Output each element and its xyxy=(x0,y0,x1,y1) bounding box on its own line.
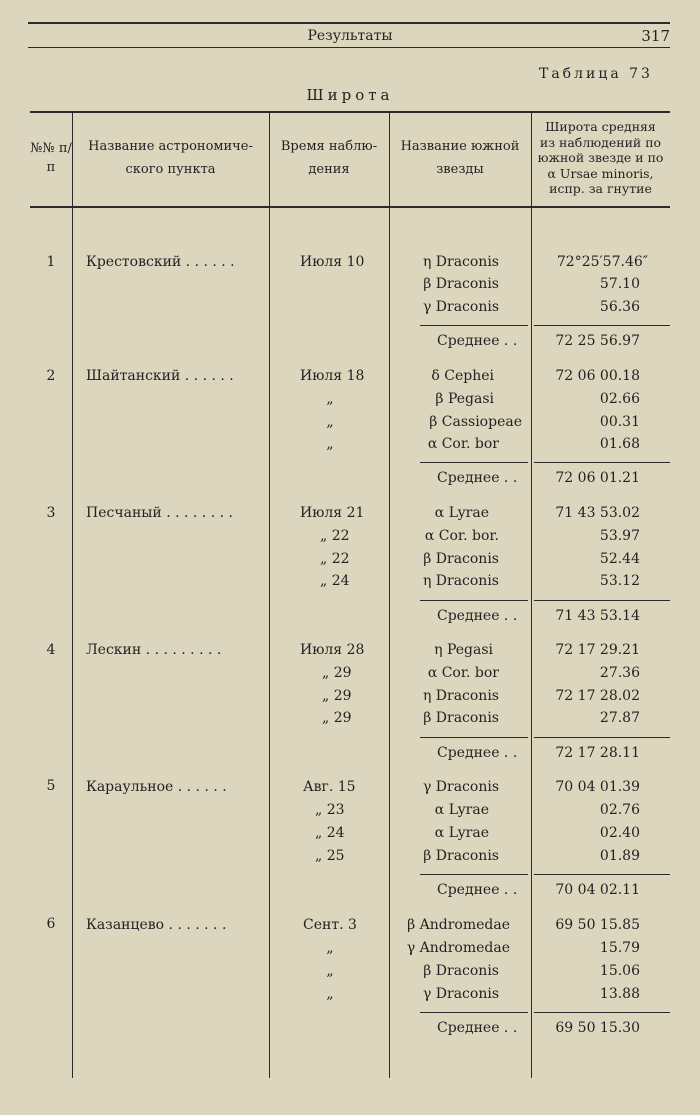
star-name: α Cor. bor xyxy=(427,436,499,452)
mean-rule xyxy=(420,737,528,738)
col-header-point-2: ского пункта xyxy=(125,162,216,177)
latitude-value: 01.89 xyxy=(599,848,640,864)
col-divider-2 xyxy=(269,113,270,1078)
ditto-mark: „ xyxy=(326,391,334,407)
observation-time: „ 22 xyxy=(320,528,350,544)
col-header-lat-line: Широта средняя xyxy=(545,119,656,134)
col-header-latitude xyxy=(531,119,670,197)
point-name: Песчаный . . . . . . . . xyxy=(86,505,233,521)
latitude-value: 70 04 01.39 xyxy=(555,779,640,795)
star-name: α Cor. bor xyxy=(427,665,499,681)
latitude-value: 02.76 xyxy=(599,802,640,818)
star-name: γ Draconis xyxy=(422,299,499,315)
star-name: α Cor. bor. xyxy=(424,528,499,544)
observation-time: Июля 10 xyxy=(300,254,365,270)
mean-value: 69 50 15.30 xyxy=(555,1020,640,1036)
star-name: β Draconis xyxy=(423,551,499,567)
star-name: α Lyrae xyxy=(434,825,489,841)
observation-time: „ 29 xyxy=(322,688,352,704)
mean-rule xyxy=(534,737,670,738)
mean-label: Среднее . . xyxy=(437,333,518,349)
latitude-value: 52.44 xyxy=(599,551,640,567)
group-number: 3 xyxy=(46,505,56,521)
observation-time: Авг. 15 xyxy=(303,779,356,795)
group-number: 6 xyxy=(46,916,56,932)
mean-rule xyxy=(534,462,670,463)
star-name: γ Draconis xyxy=(422,779,499,795)
star-name: β Draconis xyxy=(423,963,499,979)
latitude-value: 15.06 xyxy=(599,963,640,979)
mean-rule xyxy=(420,1012,528,1013)
point-name: Караульное . . . . . . xyxy=(86,779,227,795)
mean-rule xyxy=(420,874,528,875)
point-name: Лескин . . . . . . . . . xyxy=(86,642,222,658)
mean-label: Среднее . . xyxy=(437,745,518,761)
col-header-lat-line: из наблюдений по xyxy=(539,134,662,150)
observation-time: Сент. 3 xyxy=(303,917,357,933)
mean-rule xyxy=(420,600,528,601)
star-name: β Draconis xyxy=(423,276,499,292)
latitude-value: 53.12 xyxy=(599,573,640,589)
point-name: Крестовский . . . . . . xyxy=(86,254,235,270)
group-number: 2 xyxy=(46,368,56,384)
mean-rule xyxy=(534,600,670,601)
latitude-value: 27.87 xyxy=(599,710,640,726)
col-header-point-1: Название астрономиче- xyxy=(88,139,253,154)
latitude-value: 02.40 xyxy=(599,825,640,841)
header-separator-rule xyxy=(30,206,670,208)
star-name: η Draconis xyxy=(422,688,499,704)
star-name: β Draconis xyxy=(423,710,499,726)
observation-time: „ 25 xyxy=(315,848,345,864)
mean-rule xyxy=(420,462,528,463)
star-name: α Lyrae xyxy=(434,802,489,818)
star-name: β Draconis xyxy=(423,848,499,864)
latitude-value: 71 43 53.02 xyxy=(555,505,640,521)
col-header-lat-line: испр. за гнутие xyxy=(549,181,652,196)
mean-label: Среднее . . xyxy=(437,1020,518,1036)
observation-time: Июля 28 xyxy=(300,642,365,658)
latitude-value: 01.68 xyxy=(599,436,640,452)
latitude-value: 72 17 28.02 xyxy=(555,688,640,704)
col-divider-1 xyxy=(72,113,73,1078)
mean-label: Среднее . . xyxy=(437,882,518,898)
latitude-value: 53.97 xyxy=(599,528,640,544)
ditto-mark: „ xyxy=(326,986,334,1002)
table-top-rule xyxy=(30,111,670,113)
latitude-value: 69 50 15.85 xyxy=(555,917,640,933)
mean-rule xyxy=(420,325,528,326)
table-title: Широта xyxy=(306,86,394,104)
mean-rule xyxy=(534,325,670,326)
latitude-value: 56.36 xyxy=(599,299,640,315)
mean-label: Среднее . . xyxy=(437,608,518,624)
group-number: 1 xyxy=(46,254,56,270)
col-header-lat-line: α Ursae minoris, xyxy=(547,165,654,181)
star-name: η Pegasi xyxy=(434,642,493,658)
page-number: 317 xyxy=(641,27,670,45)
mean-rule xyxy=(534,874,670,875)
point-name: Шайтанский . . . . . . xyxy=(86,368,234,384)
latitude-value: 57.10 xyxy=(599,276,640,292)
col-header-num: №№ п/п xyxy=(30,141,72,175)
latitude-value: 02.66 xyxy=(599,391,640,407)
ditto-mark: „ xyxy=(326,414,334,430)
running-title: Результаты xyxy=(307,28,393,44)
col-header-star-2: звезды xyxy=(436,162,484,177)
mean-value: 70 04 02.11 xyxy=(555,882,640,898)
latitude-value: 27.36 xyxy=(599,665,640,681)
observation-time: „ 29 xyxy=(322,665,352,681)
latitude-value: 15.79 xyxy=(599,940,640,956)
observation-time: „ 29 xyxy=(322,710,352,726)
star-name: γ Andromedae xyxy=(406,940,510,956)
star-name: η Draconis xyxy=(422,254,499,270)
ditto-mark: „ xyxy=(326,436,334,452)
point-name: Казанцево . . . . . . . xyxy=(86,917,227,933)
star-name: β Pegasi xyxy=(435,391,494,407)
observation-time: „ 22 xyxy=(320,551,350,567)
mean-value: 72 17 28.11 xyxy=(555,745,640,761)
star-name: β Andromedae xyxy=(407,917,510,933)
group-number: 5 xyxy=(46,778,56,794)
latitude-value: 72°25′57.46″ xyxy=(556,254,648,270)
observation-time: Июля 21 xyxy=(300,505,365,521)
col-header-time-1: Время наблю- xyxy=(280,139,378,154)
mean-value: 72 06 01.21 xyxy=(555,470,640,486)
star-name: β Cassiopeae xyxy=(429,414,522,430)
col-header-time-2: дения xyxy=(308,162,350,177)
mean-value: 72 25 56.97 xyxy=(555,333,640,349)
table-label: Таблица 73 xyxy=(539,66,653,82)
star-name: α Lyrae xyxy=(434,505,489,521)
latitude-value: 13.88 xyxy=(599,986,640,1002)
mean-label: Среднее . . xyxy=(437,470,518,486)
col-header-lat-line: южной звезде и по xyxy=(537,150,664,165)
group-number: 4 xyxy=(46,642,56,658)
observation-time: „ 24 xyxy=(320,573,350,589)
latitude-value: 72 06 00.18 xyxy=(555,368,640,384)
latitude-value: 00.31 xyxy=(599,414,640,430)
header-top-rule xyxy=(28,22,670,24)
star-name: η Draconis xyxy=(422,573,499,589)
observation-time: „ 24 xyxy=(315,825,345,841)
observation-time: Июля 18 xyxy=(300,368,365,384)
header-bottom-rule xyxy=(28,47,670,48)
col-header-star-1: Название южной xyxy=(400,139,520,154)
mean-value: 71 43 53.14 xyxy=(555,608,640,624)
star-name: γ Draconis xyxy=(422,986,499,1002)
star-name: δ Cephei xyxy=(431,368,494,384)
latitude-value: 72 17 29.21 xyxy=(555,642,640,658)
mean-rule xyxy=(534,1012,670,1013)
ditto-mark: „ xyxy=(326,963,334,979)
ditto-mark: „ xyxy=(326,940,334,956)
observation-time: „ 23 xyxy=(315,802,345,818)
